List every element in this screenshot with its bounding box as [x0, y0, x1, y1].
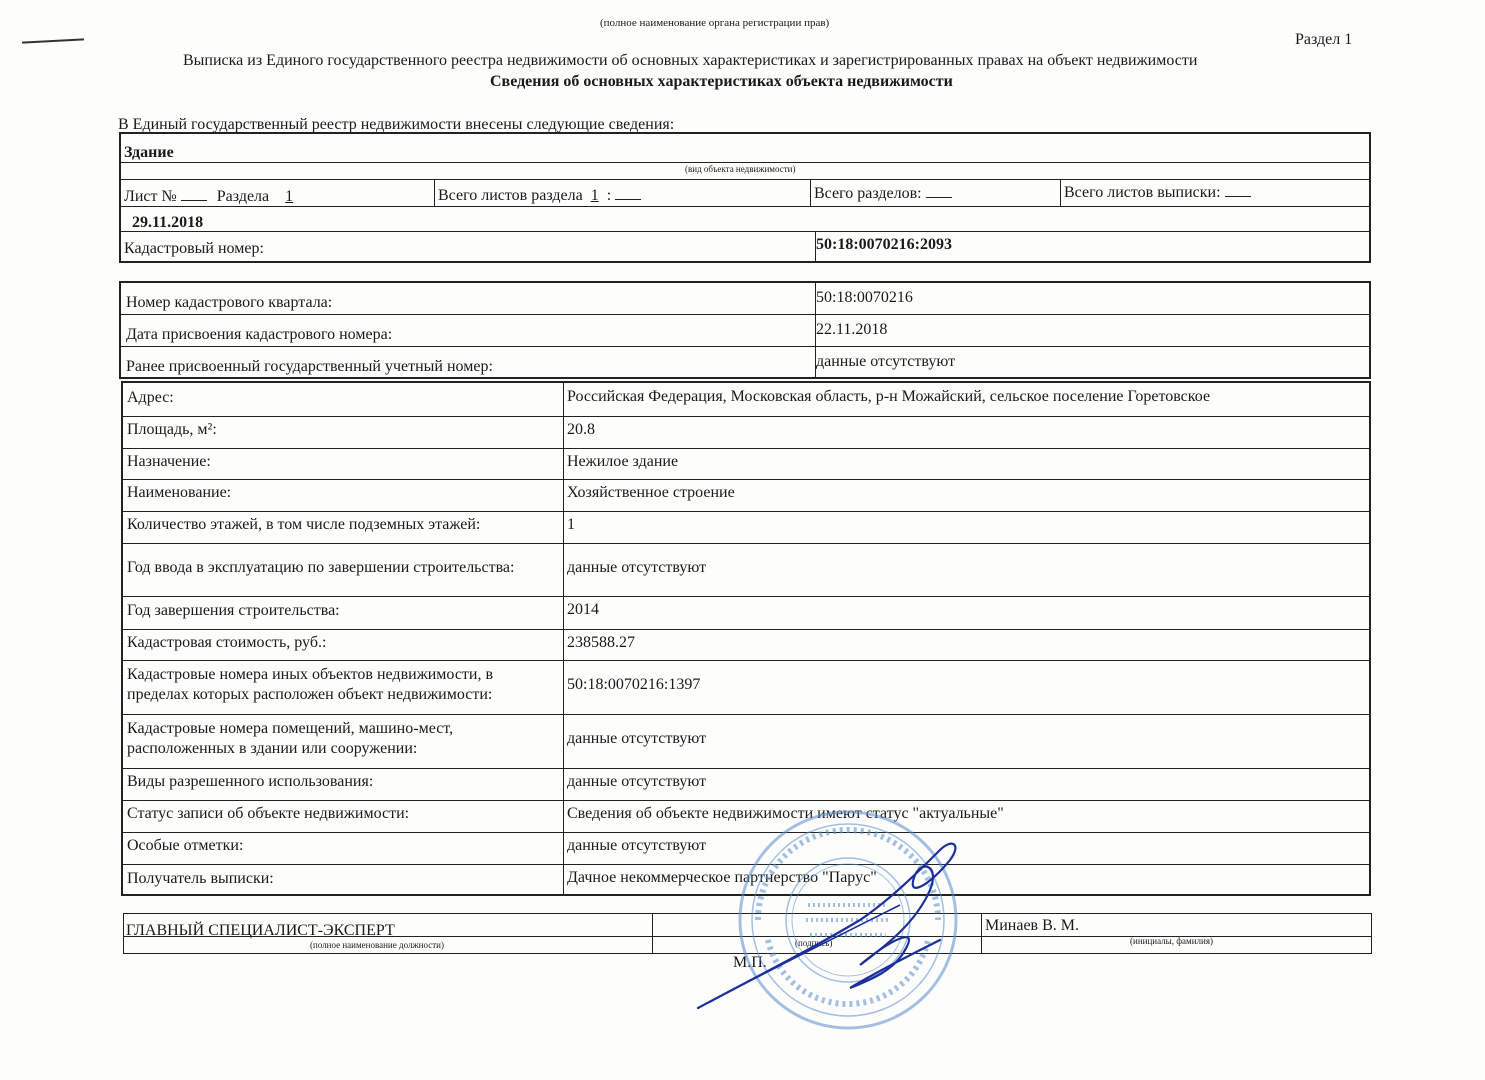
- intro-text: В Единый государственный реестр недвижимости внесены следующие сведения:: [118, 116, 675, 133]
- cadastral-number-value: 50:18:0070216:2093: [816, 236, 952, 253]
- characteristic-row-value: 1: [567, 516, 575, 533]
- quarter-row-value: 50:18:0070216: [816, 289, 913, 306]
- characteristic-row-label: Год ввода в эксплуатацию по завершении строительства:: [127, 558, 515, 576]
- document-subtitle: Сведения об основных характеристиках объекта недвижимости: [490, 73, 953, 90]
- characteristic-row-label: Кадастровые номера иных объектов недвижимости, в пределах которых расположен объект недвижимости:: [127, 666, 494, 703]
- characteristic-row-label: Площадь, м²:: [127, 421, 217, 438]
- characteristic-row-value: 238588.27: [567, 634, 635, 651]
- object-type-caption: (вид объекта недвижимости): [685, 164, 796, 174]
- signature-caption: (подпись): [795, 938, 833, 948]
- quarter-row-value: 22.11.2018: [816, 321, 888, 338]
- characteristic-row-label: Количество этажей, в том числе подземных этажей:: [127, 516, 481, 533]
- characteristic-row-label: Назначение:: [127, 452, 211, 470]
- extract-date: 29.11.2018: [132, 214, 204, 231]
- characteristic-row-value: данные отсутствуют: [567, 773, 707, 790]
- document-title: Выписка из Единого государственного реестра недвижимости об основных характеристиках и зарегистрированных правах на объект недвижимости: [183, 52, 1198, 69]
- characteristic-row-value: Сведения об объекте недвижимости имеют статус "актуальные": [567, 805, 1004, 822]
- characteristic-row-label: Особые отметки:: [127, 837, 244, 854]
- position-title: ГЛАВНЫЙ СПЕЦИАЛИСТ-ЭКСПЕРТ: [126, 922, 395, 939]
- name-caption: (инициалы, фамилия): [1130, 936, 1213, 946]
- section-of-label: Раздела: [216, 188, 270, 205]
- characteristic-row-label: Статус записи об объекте недвижимости:: [127, 805, 410, 822]
- cadastral-number-label: Кадастровый номер:: [124, 240, 264, 257]
- characteristic-row-label: Год завершения строительства:: [127, 601, 340, 619]
- position-caption: (полное наименование должности): [310, 940, 444, 950]
- characteristic-row-value: 50:18:0070216:1397: [567, 676, 701, 693]
- characteristic-row-label: Виды разрешенного использования:: [127, 773, 374, 790]
- section-label: Раздел 1: [1295, 31, 1353, 48]
- characteristic-row-value: данные отсутствуют: [567, 559, 707, 576]
- total-sections-label: Всего разделов:: [814, 185, 922, 202]
- characteristic-row-label: Кадастровая стоимость, руб.:: [127, 633, 327, 651]
- characteristic-row-label: Адрес:: [127, 388, 174, 406]
- sheet-number-field: [124, 186, 299, 207]
- total-sheets-section-label: Всего листов раздела: [438, 187, 583, 204]
- registry-authority-caption: (полное наименование органа регистрации прав): [600, 17, 830, 29]
- object-type: Здание: [124, 144, 174, 161]
- total-sheets-extract-label: Всего листов выписки:: [1064, 184, 1221, 201]
- handwritten-signature: [690, 830, 990, 1030]
- scan-mark: [22, 38, 84, 43]
- characteristic-row-value: Нежилое здание: [567, 453, 679, 470]
- characteristic-row-value: 20.8: [567, 421, 595, 438]
- quarter-row-label: Номер кадастрового квартала:: [126, 294, 333, 311]
- total-sections-field: [814, 183, 952, 204]
- signer-name: Минаев В. М.: [985, 917, 1080, 934]
- section-number: 1: [285, 188, 294, 205]
- characteristic-row-value: Российская Федерация, Московская область, р-н Можайский, сельское поселение Горетовское: [567, 388, 1211, 405]
- total-sheets-section-value: 1: [590, 187, 599, 204]
- stamp-place-label: М.П.: [733, 954, 767, 971]
- characteristic-row-value: Дачное некоммерческое партнерство "Парус": [567, 869, 877, 886]
- quarter-row-value: данные отсутствуют: [816, 353, 956, 370]
- sheet-no-label: Лист №: [124, 188, 177, 205]
- characteristic-row-label: Наименование:: [127, 484, 232, 501]
- characteristic-row-label: Получатель выписки:: [127, 870, 274, 887]
- characteristic-row-value: Хозяйственное строение: [567, 484, 735, 501]
- quarter-row-label: Ранее присвоенный государственный учетный номер:: [126, 358, 493, 375]
- characteristic-row-label: Кадастровые номера помещений, машино-мест, расположенных в здании или сооружении:: [127, 720, 454, 757]
- characteristic-row-value: данные отсутствуют: [567, 730, 707, 747]
- characteristic-row-value: 2014: [567, 601, 599, 618]
- total-sheets-extract-field: [1064, 182, 1251, 203]
- characteristic-row-value: данные отсутствуют: [567, 837, 707, 854]
- total-sheets-section-field: Всего листов раздела 1 :: [438, 185, 641, 206]
- quarter-row-label: Дата присвоения кадастрового номера:: [126, 326, 393, 343]
